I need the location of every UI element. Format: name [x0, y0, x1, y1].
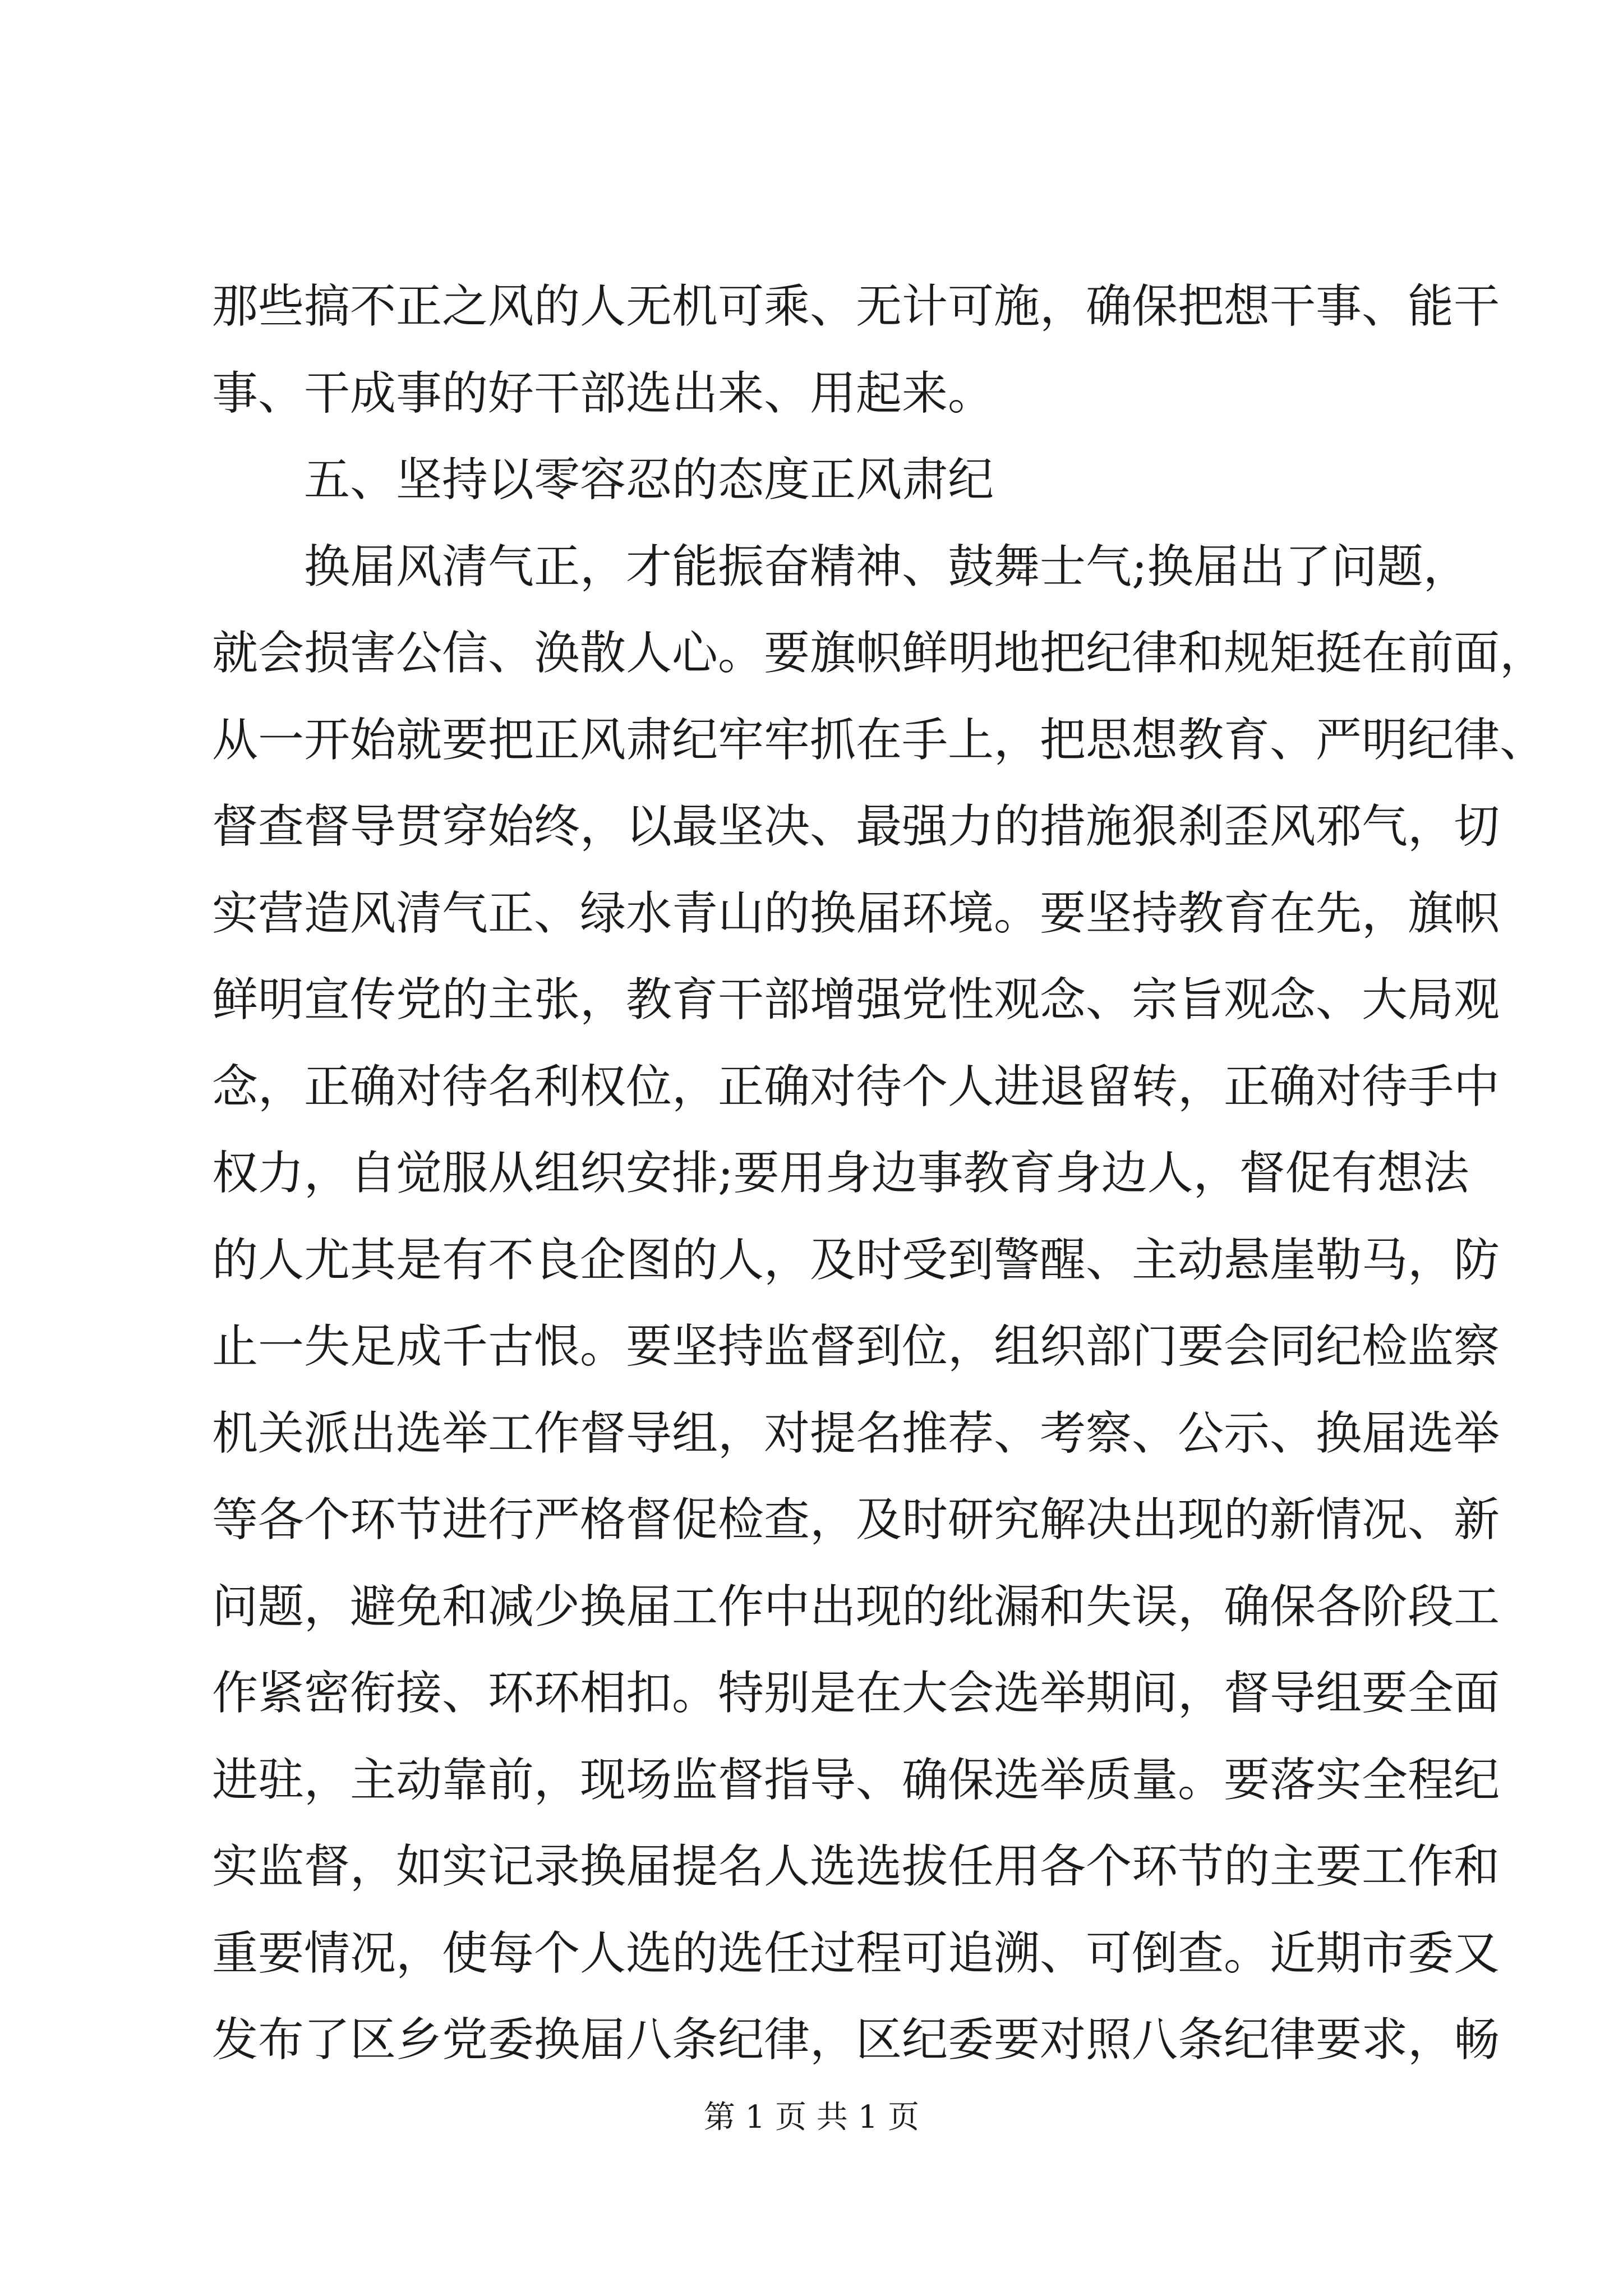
body-line-7: 督查督导贯穿始终，以最坚决、最强力的措施狠刹歪风邪气，切	[212, 800, 1500, 853]
body-line-12: 的人尤其是有不良企图的人，及时受到警醒、主动悬崖勒马，防	[212, 1233, 1500, 1287]
body-line-11: 权力，自觉服从组织安排;要用身边事教育身边人，督促有想法	[212, 1147, 1469, 1200]
section-heading: 五、坚持以零容忍的态度正风肃纪	[304, 453, 994, 507]
body-line-1: 那些搞不正之风的人无机可乘、无计可施，确保把想干事、能干	[212, 280, 1500, 333]
body-line-17: 作紧密衔接、环环相扣。特别是在大会选举期间，督导组要全面	[212, 1667, 1500, 1720]
body-line-14: 机关派出选举工作督导组，对提名推荐、考察、公示、换届选举	[212, 1406, 1500, 1460]
document-body	[212, 264, 1546, 2084]
body-line-4: 换届风清气正，才能振奋精神、鼓舞士气;换届出了问题，	[304, 540, 1469, 593]
body-line-19: 实监督，如实记录换届提名人选选拔任用各个环节的主要工作和	[212, 1840, 1500, 1893]
body-line-9: 鲜明宣传党的主张，教育干部增强党性观念、宗旨观念、大局观	[212, 973, 1500, 1027]
body-line-20: 重要情况，使每个人选的选任过程可追溯、可倒查。近期市委又	[212, 1926, 1500, 1980]
body-line-16: 问题，避免和减少换届工作中出现的纰漏和失误，确保各阶段工	[212, 1580, 1500, 1634]
body-line-10: 念，正确对待名利权位，正确对待个人进退留转，正确对待手中	[212, 1060, 1500, 1114]
body-line-2: 事、干成事的好干部选出来、用起来。	[212, 366, 994, 420]
body-line-21: 发布了区乡党委换届八条纪律，区纪委要对照八条纪律要求，畅	[212, 2013, 1500, 2067]
body-line-8: 实营造风清气正、绿水青山的换届环境。要坚持教育在先，旗帜	[212, 886, 1500, 940]
body-line-6: 从一开始就要把正风肃纪牢牢抓在手上，把思想教育、严明纪律、	[212, 713, 1546, 767]
body-line-13: 止一失足成千古恨。要坚持监督到位，组织部门要会同纪检监察	[212, 1320, 1500, 1373]
body-line-18: 进驻，主动靠前，现场监督指导、确保选举质量。要落实全程纪	[212, 1753, 1500, 1807]
body-line-15: 等各个环节进行严格督促检查，及时研究解决出现的新情况、新	[212, 1493, 1500, 1547]
body-line-5: 就会损害公信、涣散人心。要旗帜鲜明地把纪律和规矩挺在前面，	[212, 627, 1546, 680]
page-number-footer: 第 1 页 共 1 页	[703, 2099, 920, 2136]
